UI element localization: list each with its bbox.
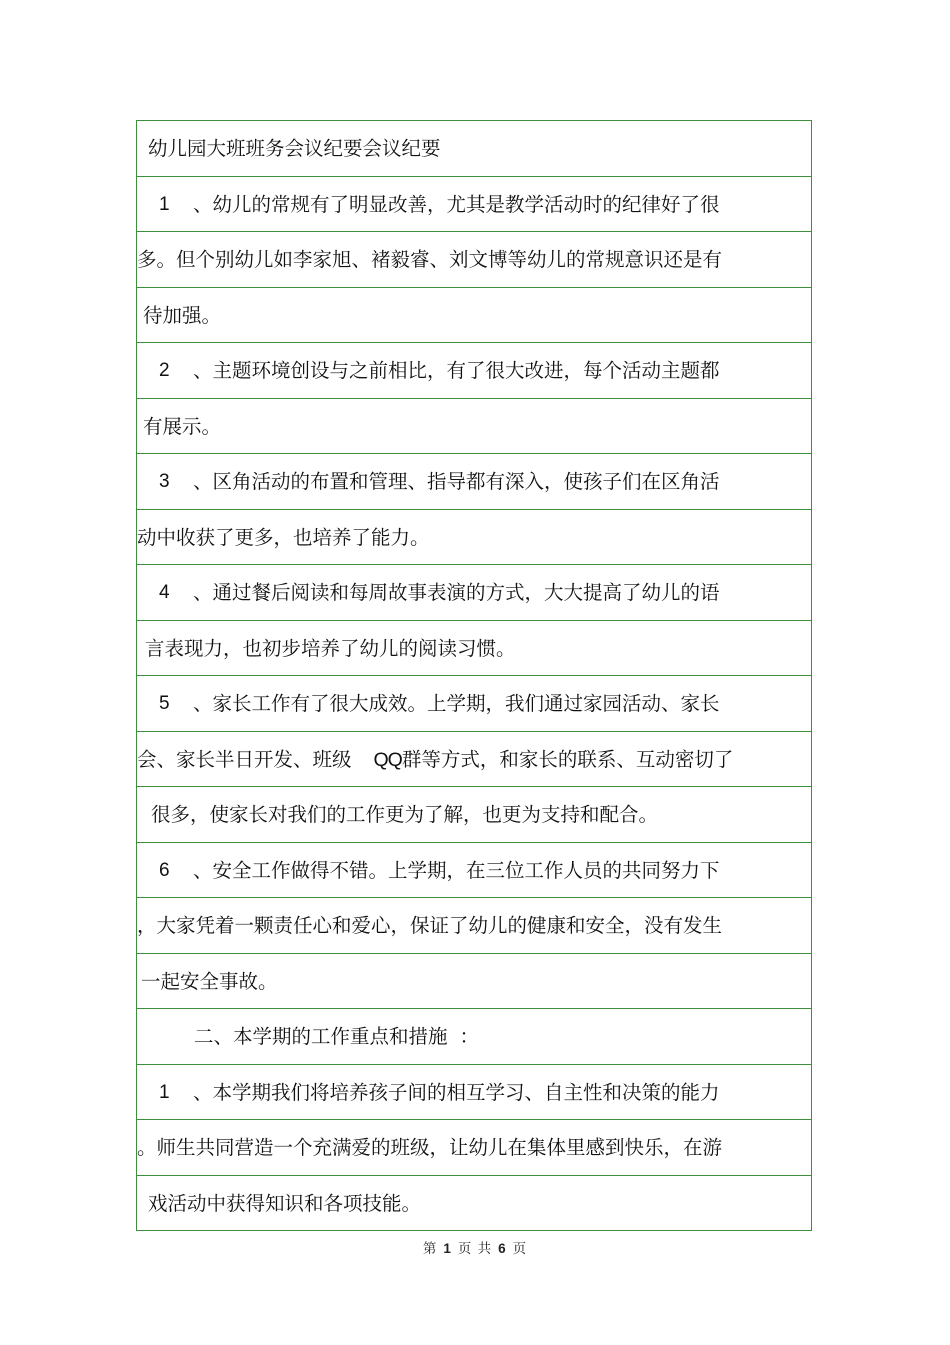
table-row — [137, 1176, 811, 1232]
item-text: 、家长工作有了很大成效。上学期，我们通过家园活动、家长 — [193, 692, 720, 715]
section-heading-colon: ： — [459, 1025, 480, 1048]
table-row — [137, 288, 811, 344]
item-text: 、通过餐后阅读和每周故事表演的方式，大大提高了幼儿的语 — [193, 581, 720, 604]
table-row — [137, 843, 811, 899]
item-text: 戏活动中获得知识和各项技能。 — [148, 1191, 422, 1215]
item-number: 4 — [159, 582, 170, 603]
table-row — [137, 399, 811, 455]
table-row — [137, 565, 811, 621]
item-number: 2 — [159, 360, 170, 381]
table-row — [137, 1065, 811, 1121]
footer-total-pages: 6 — [498, 1241, 507, 1256]
item-text: 、幼儿的常规有了明显改善，尤其是教学活动时的纪律好了很 — [193, 192, 720, 216]
table-row — [137, 676, 811, 732]
item-number: 5 — [159, 693, 170, 714]
item-text: ，大家凭着一颗责任心和爱心，保证了幼儿的健康和安全，没有发生 — [137, 914, 723, 937]
item-text: 、区角活动的布置和管理、指导都有深入，使孩子们在区角活 — [193, 470, 720, 493]
item-text-part: 会、家长半日开发、班级 — [137, 747, 352, 771]
table-row — [137, 343, 811, 399]
document-title: 幼儿园大班班务会议纪要会议纪要 — [148, 137, 441, 160]
item-text: 、本学期我们将培养孩子间的相互学习、自主性和决策的能力 — [193, 1080, 720, 1104]
section-heading — [194, 1009, 479, 1064]
item-number: 6 — [159, 859, 170, 881]
item-number: 1 — [159, 1081, 170, 1103]
table-row — [137, 232, 811, 288]
section-heading-text: 二、本学期的工作重点和措施 — [194, 1025, 448, 1048]
footer-prefix: 第 — [422, 1241, 438, 1257]
document-title-row — [137, 121, 811, 177]
item-number: 3 — [159, 471, 170, 492]
item-text: 、安全工作做得不错。上学期，在三位工作人员的共同努力下 — [193, 858, 720, 882]
item-text-part: 群等方式，和家长的联系、互动密切了 — [401, 747, 734, 771]
item-text — [137, 732, 733, 788]
item-text: 言表现力，也初步培养了幼儿的阅读习惯。 — [145, 636, 516, 660]
section-heading-row — [137, 1009, 811, 1065]
table-row — [137, 454, 811, 510]
page-footer — [0, 1237, 950, 1257]
table-row — [137, 1120, 811, 1176]
footer-suffix: 页 — [512, 1241, 528, 1257]
item-text: 多。但个别幼儿如李家旭、褚毅睿、刘文博等幼儿的常规意识还是有 — [137, 248, 723, 271]
table-row — [137, 510, 811, 566]
table-row — [137, 621, 811, 677]
item-text: 有展示。 — [143, 414, 222, 438]
item-number: 1 — [159, 193, 170, 215]
item-text: 动中收获了更多，也培养了能力。 — [137, 525, 430, 549]
qq-label: QQ — [373, 748, 402, 771]
item-text: 一起安全事故。 — [141, 969, 278, 993]
item-text: 、主题环境创设与之前相比，有了很大改进，每个活动主题都 — [193, 359, 720, 382]
table-row — [137, 954, 811, 1010]
footer-middle: 页 共 — [457, 1241, 493, 1257]
table-row — [137, 787, 811, 843]
footer-page-number: 1 — [443, 1241, 452, 1256]
table-row — [137, 898, 811, 954]
document-table — [136, 120, 812, 1231]
item-text: 很多，使家长对我们的工作更为了解，也更为支持和配合。 — [151, 803, 659, 826]
table-row — [137, 177, 811, 233]
item-text: 待加强。 — [143, 303, 222, 327]
table-row — [137, 732, 811, 788]
item-text: 。师生共同营造一个充满爱的班级，让幼儿在集体里感到快乐，在游 — [137, 1136, 723, 1159]
